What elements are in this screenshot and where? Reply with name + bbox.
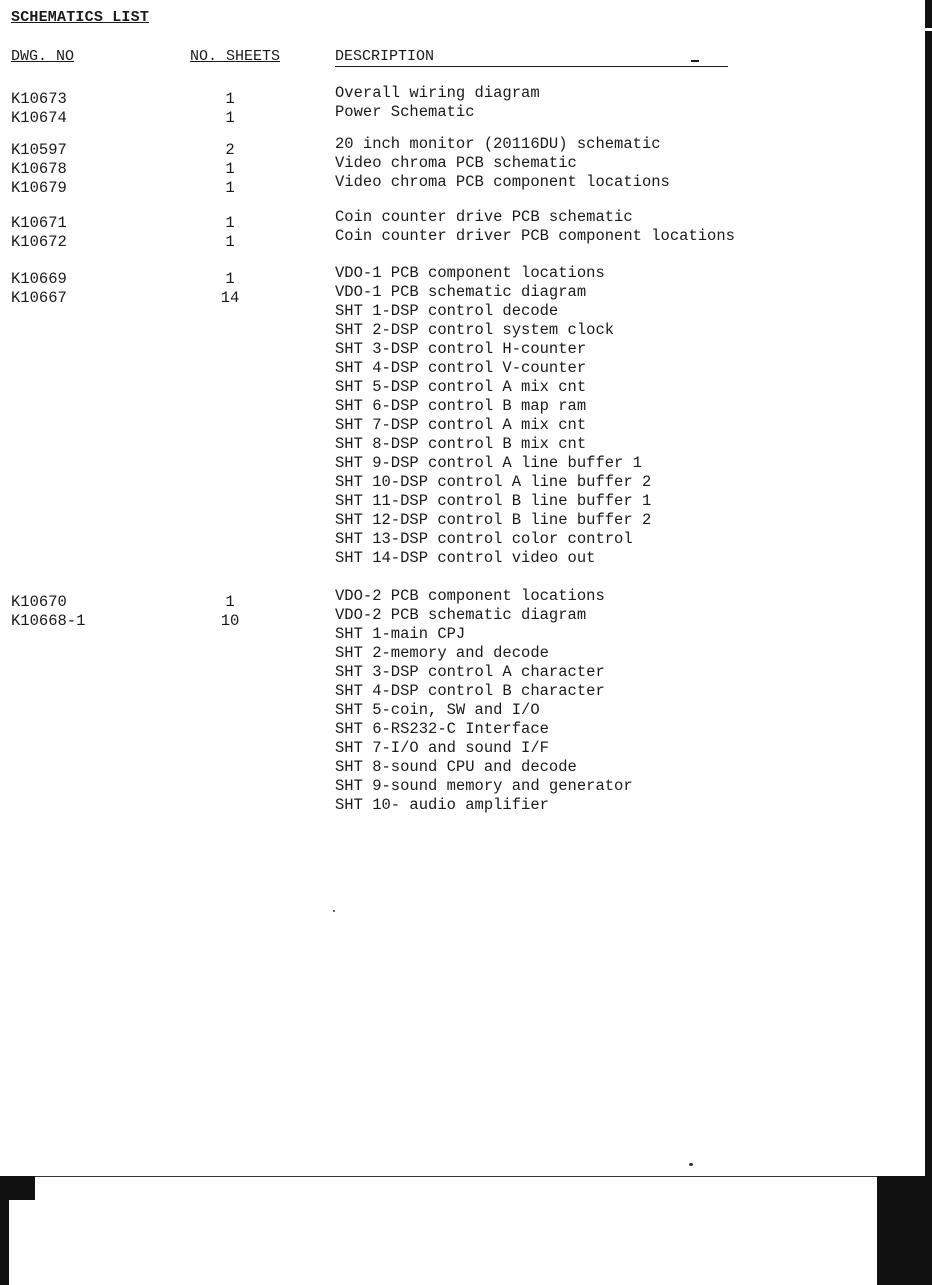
- description: SHT 10-DSP control A line buffer 2: [335, 473, 652, 491]
- table-row: [0, 173, 932, 197]
- description: VDO-1 PCB schematic diagram: [335, 283, 587, 301]
- schematic-group: [0, 208, 932, 251]
- table-row: [0, 606, 932, 630]
- sheet-count: 1: [225, 160, 235, 178]
- scan-edge-right: [925, 0, 932, 1285]
- description: SHT 8-DSP control B mix cnt: [335, 435, 587, 453]
- table-row: [0, 625, 932, 644]
- sheet-count: 14: [220, 289, 240, 307]
- description: SHT 13-DSP control color control: [335, 530, 633, 548]
- sheet-count: 1: [225, 233, 235, 251]
- description: SHT 10- audio amplifier: [335, 796, 549, 814]
- table-row: [0, 682, 932, 701]
- description: VDO-2 PCB component locations: [335, 587, 605, 605]
- description: SHT 6-RS232-C Interface: [335, 720, 549, 738]
- description: Power Schematic: [335, 103, 475, 121]
- description: SHT 1-main CPJ: [335, 625, 466, 643]
- table-row: [0, 511, 932, 530]
- description: SHT 9-sound memory and generator: [335, 777, 633, 795]
- description: SHT 4-DSP control V-counter: [335, 359, 587, 377]
- table-row: [0, 416, 932, 435]
- sheet-count: 1: [225, 214, 235, 232]
- table-row: [0, 758, 932, 777]
- description: Video chroma PCB component locations: [335, 173, 670, 191]
- table-row: [0, 454, 932, 473]
- table-row: [0, 397, 932, 416]
- sheet-count: 1: [225, 270, 235, 288]
- dwg-no: K10673: [11, 90, 67, 108]
- description: SHT 8-sound CPU and decode: [335, 758, 577, 776]
- table-row: [0, 473, 932, 492]
- table-row: [0, 777, 932, 796]
- table-row: [0, 135, 932, 159]
- table-row: [0, 103, 932, 127]
- description: Coin counter drive PCB schematic: [335, 208, 633, 226]
- table-row: [0, 492, 932, 511]
- table-row: [0, 549, 932, 568]
- description: SHT 7-DSP control A mix cnt: [335, 416, 587, 434]
- schematic-group: [0, 264, 932, 568]
- page-title: SCHEMATICS LIST: [11, 9, 150, 26]
- scan-edge-gap: [9, 1200, 35, 1285]
- dwg-no: K10597: [11, 141, 67, 159]
- table-row: [0, 264, 932, 288]
- description: SHT 9-DSP control A line buffer 1: [335, 454, 642, 472]
- scan-edge-bottom-right: [877, 1176, 932, 1285]
- description-underline: [335, 66, 728, 67]
- dwg-no: K10667: [11, 289, 67, 307]
- description: SHT 14-DSP control video out: [335, 549, 596, 567]
- table-row: [0, 227, 932, 251]
- scan-edge-notch: [925, 28, 932, 31]
- description: 20 inch monitor (20116DU) schematic: [335, 135, 661, 153]
- description: SHT 12-DSP control B line buffer 2: [335, 511, 652, 529]
- table-row: [0, 208, 932, 232]
- table-row: [0, 302, 932, 321]
- table-row: [0, 530, 932, 549]
- description: SHT 5-coin, SW and I/O: [335, 701, 540, 719]
- description: SHT 11-DSP control B line buffer 1: [335, 492, 652, 510]
- table-row: [0, 340, 932, 359]
- dwg-no: K10670: [11, 593, 67, 611]
- description: VDO-2 PCB schematic diagram: [335, 606, 587, 624]
- description: Video chroma PCB schematic: [335, 154, 577, 172]
- table-row: [0, 720, 932, 739]
- dwg-no: K10671: [11, 214, 67, 232]
- schematic-group: [0, 587, 932, 815]
- table-row: [0, 359, 932, 378]
- description: Coin counter driver PCB component locations: [335, 227, 735, 245]
- description: Overall wiring diagram: [335, 84, 540, 102]
- dwg-no: K10678: [11, 160, 67, 178]
- table-row: [0, 644, 932, 663]
- description: VDO-1 PCB component locations: [335, 264, 605, 282]
- dwg-no: K10679: [11, 179, 67, 197]
- table-row: [0, 796, 932, 815]
- sheet-count: 1: [225, 179, 235, 197]
- header-no-sheets: NO. SHEETS: [190, 48, 281, 65]
- header-description: DESCRIPTION: [335, 48, 435, 65]
- description: SHT 7-I/O and sound I/F: [335, 739, 549, 757]
- table-row: [0, 283, 932, 307]
- description: SHT 1-DSP control decode: [335, 302, 559, 320]
- dwg-no: K10668-1: [11, 612, 86, 630]
- schematic-group: [0, 135, 932, 197]
- table-row: [0, 378, 932, 397]
- scan-speck: [689, 1163, 693, 1166]
- dwg-no: K10674: [11, 109, 67, 127]
- sheet-count: 1: [225, 593, 235, 611]
- description: SHT 2-DSP control system clock: [335, 321, 615, 339]
- table-row: [0, 321, 932, 340]
- sheet-count: 1: [225, 90, 235, 108]
- scan-speck: [333, 910, 335, 912]
- table-row: [0, 701, 932, 720]
- description: SHT 5-DSP control A mix cnt: [335, 378, 587, 396]
- scan-bottom-rule: [0, 1176, 932, 1177]
- sheet-count: 1: [225, 109, 235, 127]
- description: SHT 3-DSP control A character: [335, 663, 605, 681]
- dwg-no: K10669: [11, 270, 67, 288]
- schematic-group: [0, 84, 932, 127]
- table-row: [0, 587, 932, 611]
- description: SHT 4-DSP control B character: [335, 682, 605, 700]
- header-dwg-no: DWG. NO: [11, 48, 75, 65]
- dwg-no: K10672: [11, 233, 67, 251]
- table-row: [0, 739, 932, 758]
- sheet-count: 10: [220, 612, 240, 630]
- description: SHT 2-memory and decode: [335, 644, 549, 662]
- description: SHT 3-DSP control H-counter: [335, 340, 587, 358]
- description: SHT 6-DSP control B map ram: [335, 397, 587, 415]
- table-row: [0, 84, 932, 108]
- sheet-count: 2: [225, 141, 235, 159]
- table-row: [0, 435, 932, 454]
- table-row: [0, 663, 932, 682]
- table-row: [0, 154, 932, 178]
- description-tick-mark: [691, 60, 699, 62]
